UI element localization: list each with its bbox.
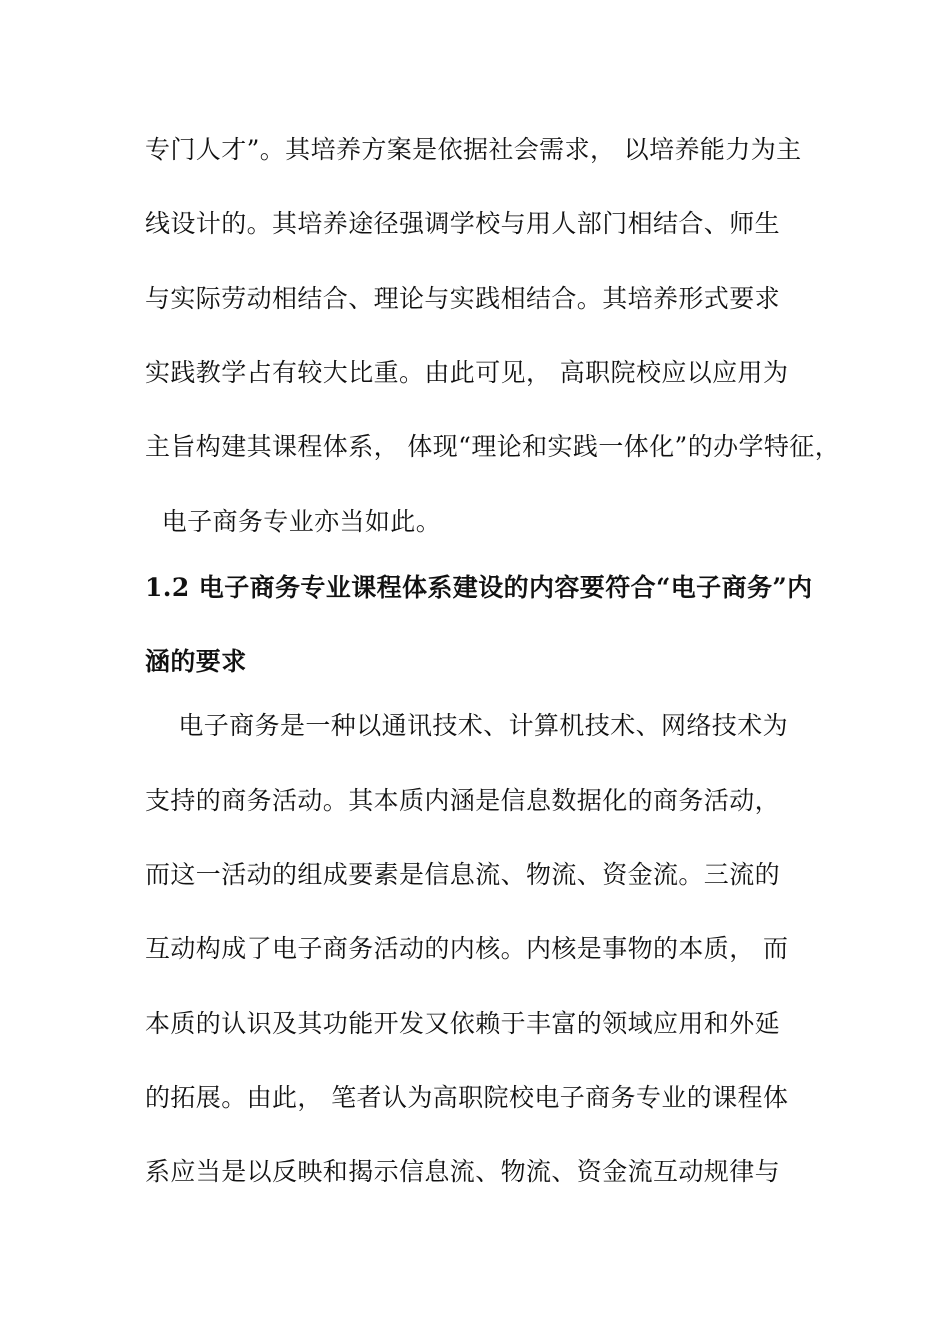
- text-line: 的拓展。由此， 笔者认为高职院校电子商务专业的课程体: [145, 1083, 789, 1112]
- text-line: 互动构成了电子商务活动的内核。内核是事物的本质， 而: [145, 934, 789, 963]
- text-line: 电子商务专业亦当如此。: [145, 507, 442, 536]
- section-heading: 1.2 电子商务专业课程体系建设的内容要符合“电子商务”内: [145, 573, 813, 602]
- text-line: 而这一活动的组成要素是信息流、物流、资金流。三流的: [145, 860, 781, 889]
- text-line: 本质的认识及其功能开发又依赖于丰富的领域应用和外延: [145, 1009, 781, 1038]
- text-line: 系应当是以反映和揭示信息流、物流、资金流互动规律与: [145, 1157, 781, 1186]
- text-line: 与实际劳动相结合、理论与实践相结合。其培养形式要求: [145, 284, 781, 313]
- text-line: 专门人才”。其培养方案是依据社会需求， 以培养能力为主: [145, 135, 802, 164]
- text-line: 电子商务是一种以通讯技术、计算机技术、网络技术为: [145, 711, 788, 740]
- text-line: 线设计的。其培养途径强调学校与用人部门相结合、师生: [145, 209, 781, 238]
- text-line: 实践教学占有较大比重。由此可见， 高职院校应以应用为: [145, 358, 789, 387]
- text-line: 支持的商务活动。其本质内涵是信息数据化的商务活动，: [145, 786, 781, 815]
- section-heading: 涵的要求: [145, 647, 247, 676]
- text-line: 主旨构建其课程体系， 体现“理论和实践一体化”的办学特征，: [145, 432, 841, 461]
